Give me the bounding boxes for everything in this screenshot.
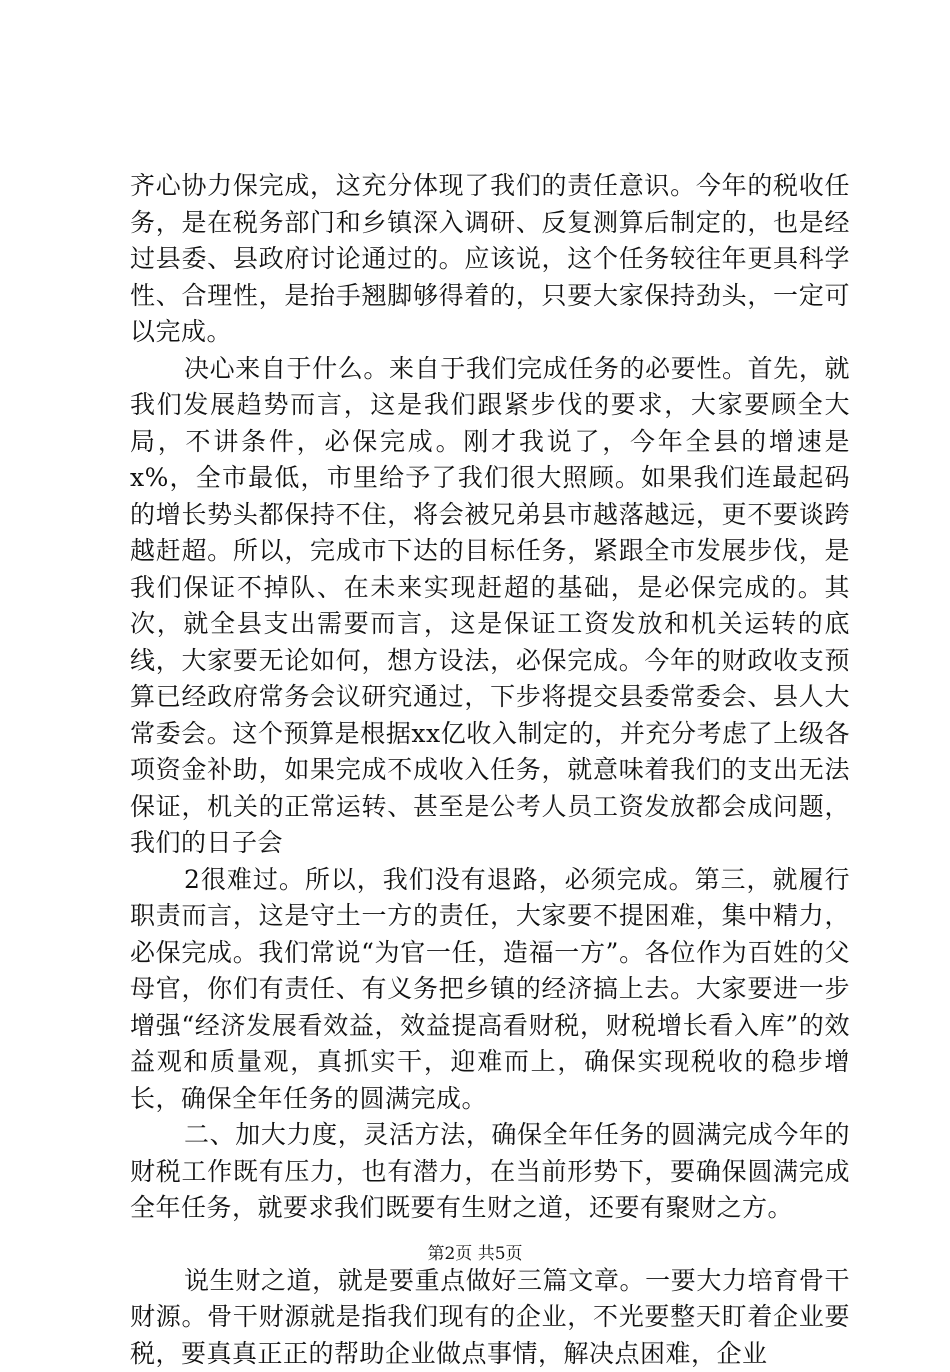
- page-footer: 第2页 共5页: [0, 1243, 950, 1265]
- document-body: [130, 168, 850, 1372]
- paragraph-4: 二、加大力度，灵活方法，确保全年任务的圆满完成今年的财税工作既有压力，也有潜力，在当前形势下，要确保圆满完成全年任务，就要求我们既要有生财之道，还要有聚财之方。: [130, 1117, 850, 1227]
- paragraph-3: 2很难过。所以，我们没有退路，必须完成。第三，就履行职责而言，这是守土一方的责任，大家要不提困难，集中精力，必保完成。我们常说“为官一任，造福一方”。各位作为百姓的父母官，你们有责任、有义务把乡镇的经济搞上去。大家要进一步增强“经济发展看效益，效益提高看财税，财税增长看入库”的效益观和质量观，真抓实干，迎难而上，确保实现税收的稳步增长，确保全年任务的圆满完成。: [130, 862, 850, 1118]
- paragraph-1: 齐心协力保完成，这充分体现了我们的责任意识。今年的税收任务，是在税务部门和乡镇深入调研、反复测算后制定的，也是经过县委、县政府讨论通过的。应该说，这个任务较往年更具科学性、合理性，是抬手翘脚够得着的，只要大家保持劲头，一定可以完成。: [130, 168, 850, 351]
- paragraph-2: 决心来自于什么。来自于我们完成任务的必要性。首先，就我们发展趋势而言，这是我们跟紧步伐的要求，大家要顾全大局，不讲条件，必保完成。刚才我说了，今年全县的增速是x%，全市最低，市里给予了我们很大照顾。如果我们连最起码的增长势头都保持不住，将会被兄弟县市越落越远，更不要谈跨越赶超。所以，完成市下达的目标任务，紧跟全市发展步伐，是我们保证不掉队、在未来实现赶超的基础，是必保完成的。其次，就全县支出需要而言，这是保证工资发放和机关运转的底线，大家要无论如何，想方设法，必保完成。今年的财政收支预算已经政府常务会议研究通过，下步将提交县委常委会、县人大常委会。这个预算是根据xx亿收入制定的，并充分考虑了上级各项资金补助，如果完成不成收入任务，就意味着我们的支出无法保证，机关的正常运转、甚至是公考人员工资发放都会成问题，我们的日子会: [130, 351, 850, 862]
- paragraph-5: 说生财之道，就是要重点做好三篇文章。一要大力培育骨干财源。骨干财源就是指我们现有的企业，不光要整天盯着企业要税，要真真正正的帮助企业做点事情，解决点困难，企业: [130, 1263, 850, 1372]
